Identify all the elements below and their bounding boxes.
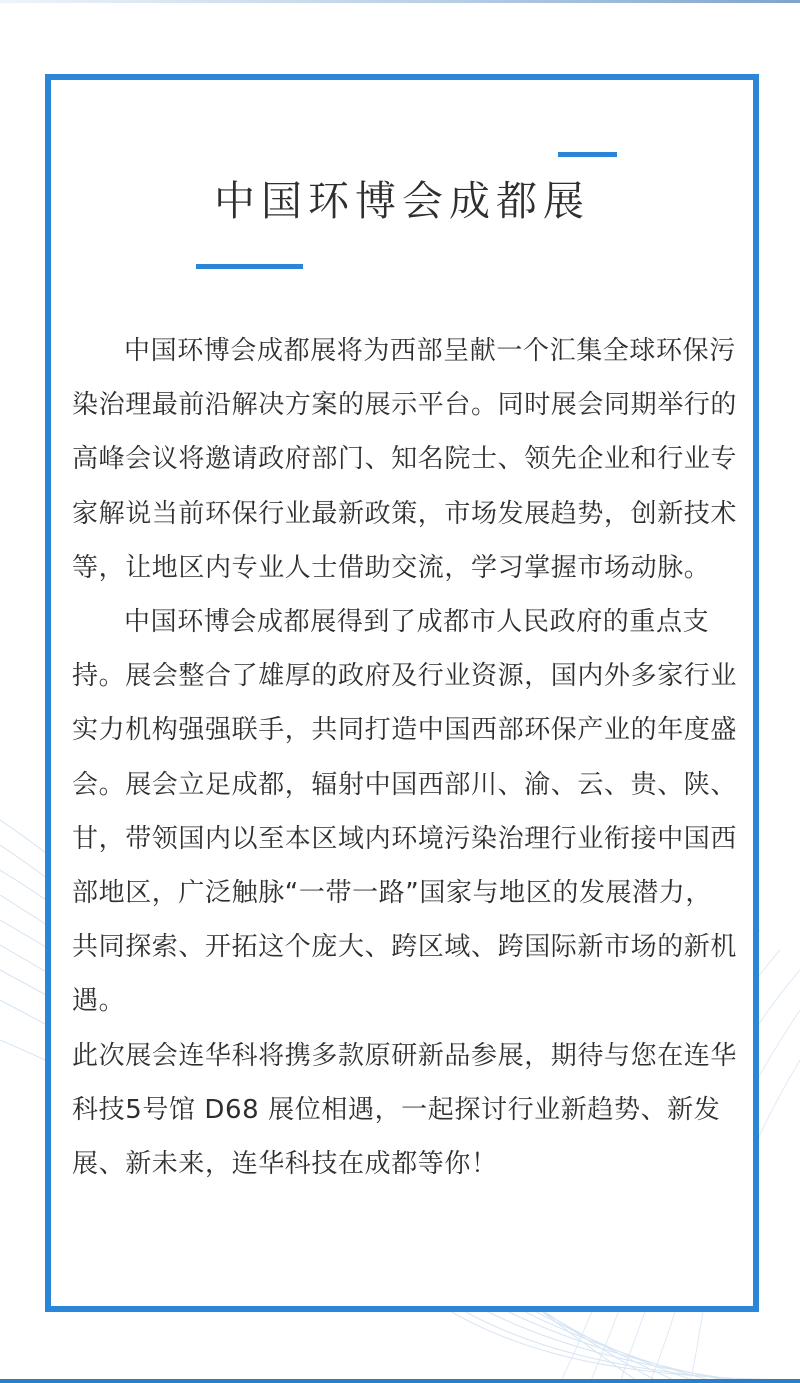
page-title: 中国环博会成都展 — [214, 177, 590, 225]
article-body — [72, 324, 738, 1191]
bottom-accent-strip — [0, 1379, 800, 1383]
article-paragraph-2: 中国环博会成都展得到了成都市人民政府的重点支持。展会整合了雄厚的政府及行业资源，国内外多家行业实力机构强强联手，共同打造中国西部环保产业的年度盛会。展会立足成都，辐射中国西部川、渝、云、贵、陕、甘，带领国内以至本区域内环境污染治理行业衔接中国西部地区，广泛触脉“一带一路”国家与地区的发展潜力，共同探索、开拓这个庞大、跨区域、跨国际新市场的新机遇。 — [72, 607, 738, 1017]
title-accent-bar-bottom — [196, 264, 303, 269]
title-accent-bar-top — [558, 152, 617, 157]
top-gradient-strip — [0, 0, 800, 3]
article-paragraph-1: 中国环博会成都展将为西部呈献一个汇集全球环保污染治理最前沿解决方案的展示平台。同时展会同期举行的高峰会议将邀请政府部门、知名院士、领先企业和行业专家解说当前环保行业最新政策，市场发展趋势，创新技术等，让地区内专业人士借助交流，学习掌握市场动脉。 — [72, 336, 738, 583]
content-card — [45, 74, 759, 1312]
article-paragraph-3: 此次展会连华科将携多款原研新品参展，期待与您在连华科技5号馆 D68 展位相遇，一起探讨行业新趋势、新发展、新未来，连华科技在成都等你！ — [72, 1040, 738, 1180]
